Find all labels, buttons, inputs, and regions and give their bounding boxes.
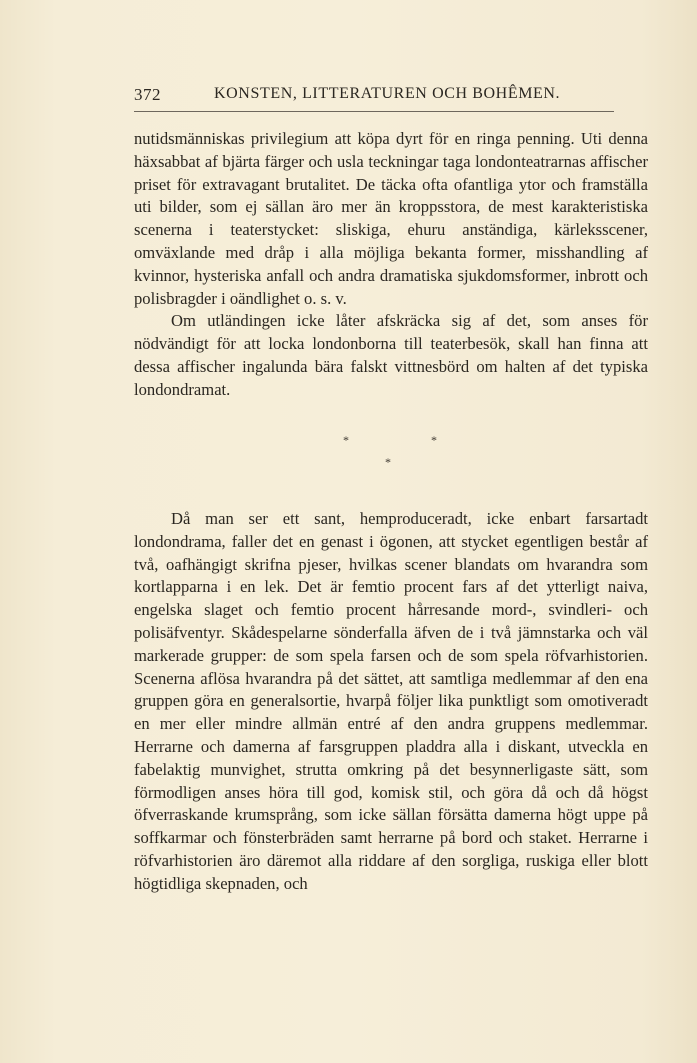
paragraph: Då man ser ett sant, hemproduceradt, icke enbart farsartadt londondrama, faller det en genast i ögonen, att stycket egentligen består af två, oafhängigt skrifna pjeser, hvilkas scener blandats om hvarandra som kortlapparna i en lek. Det är femtio procent fars af det ytterligt naiva, engelska slaget och femtio procent hårresande mord-, svindleri- och polisäfventyr. Skådespelarne sönderfalla äfven de i två jämnstarka och väl markerade grupper: de som spela farsen och de som spela röfvarhistorien. Scenerna aflösa hvarandra på det sättet, att samtliga medlemmar af den ena gruppen göra en generalsortie, hvarpå följer lika punktligt som omotiveradt en mer eller mindre allmän entré af den andra gruppens medlemmar. Herrarne och damerna af farsgruppen pladdra alla i diskant, utveckla en fabelaktig munvighet, strutta omkring på det besynnerligaste sätt, som förmodligen anses höra till god, komisk stil, och göra då och då högst öfverraskande krumsprång, som icke sällan försätta damerna högt uppe på soffkarmar och fönsterbräden samt herrarne på bord och staket. Herrarne i röfvarhistorien äro däremot alla riddare af den sorgliga, ruskiga eller blott högtidliga skepnaden, och [134,509,648,893]
asterism-star: * [385,455,391,469]
text-block-top [134,128,648,402]
paragraph-continued: nutidsmänniskas privilegium att köpa dyrt för en ringa penning. Uti denna häxsabbat af bjärta färger och usla teckningar taga londonteatrarnas affischer priset för extravagant brutalitet. De täcka ofta ofantliga ytor och framställa uti bilder, som ej sällan äro mer än kroppsstora, de mest karakteristiska scenerna i teaterstycket: sliskiga, ehuru anständiga, kärleksscener, omväxlande med dråp i alla möjliga bekanta former, misshandling af kvinnor, hysteriska anfall och andra dramatiska sjukdomsformer, inbrott och polisbragder i oändlighet o. s. v. [134,129,648,308]
running-title: KONSTEN, LITTERATUREN OCH BOHÊMEN. [214,85,561,102]
text-block-bottom [134,508,648,896]
asterism-star: * [431,433,437,447]
asterism-star: * [343,433,349,447]
paragraph: Om utländingen icke låter afskräcka sig af det, som anses för nödvändigt för att locka londonborna till teaterbesök, skall han finna att dessa affischer ingalunda bära falskt vittnesbörd om halten af det typiska londondramat. [134,311,648,399]
running-header [134,85,614,112]
page-number: 372 [134,85,161,104]
